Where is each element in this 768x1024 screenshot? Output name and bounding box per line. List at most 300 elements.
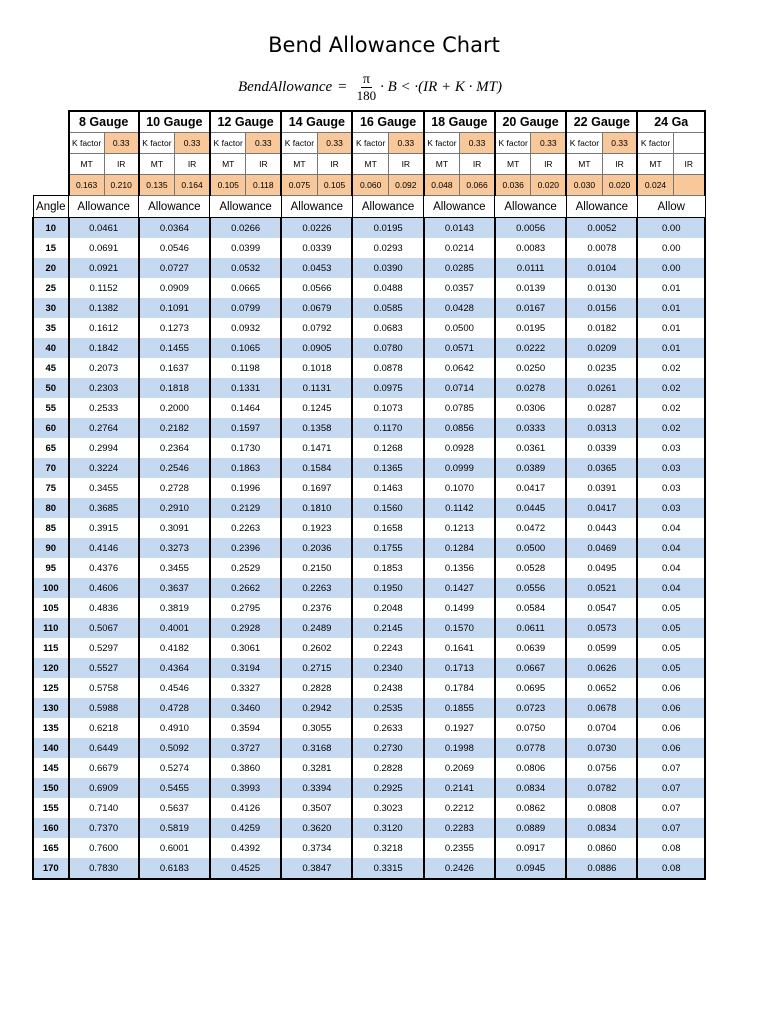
allowance-cell: 0.1927	[424, 718, 495, 738]
allowance-cell: 0.1358	[281, 418, 352, 438]
allowance-cell: 0.02	[637, 398, 705, 418]
allowance-cell: 0.0945	[495, 858, 566, 879]
allowance-cell: 0.2994	[69, 438, 139, 458]
allowance-cell: 0.0195	[352, 218, 423, 239]
allowance-cell: 0.00	[637, 258, 705, 278]
allowance-cell: 0.3860	[210, 758, 281, 778]
table-row	[33, 338, 705, 358]
allowance-cell: 0.0453	[281, 258, 352, 278]
kfactor-value: 0.33	[175, 133, 210, 154]
allowance-cell: 0.7600	[69, 838, 139, 858]
mt-ir-value-row	[33, 175, 705, 196]
allowance-cell: 0.0391	[566, 478, 637, 498]
allowance-cell: 0.4126	[210, 798, 281, 818]
allowance-cell: 0.01	[637, 338, 705, 358]
allowance-cell: 0.2150	[281, 558, 352, 578]
allowance-cell: 0.3455	[69, 478, 139, 498]
mt-value: 0.048	[424, 175, 460, 196]
ir-value: 0.020	[531, 175, 566, 196]
allowance-cell: 0.0999	[424, 458, 495, 478]
column-header-row	[33, 196, 705, 218]
allowance-cell: 0.2602	[281, 638, 352, 658]
allowance-cell: 0.0678	[566, 698, 637, 718]
allowance-cell: 0.2212	[424, 798, 495, 818]
allowance-cell: 0.2533	[69, 398, 139, 418]
allowance-cell: 0.3819	[139, 598, 210, 618]
allowance-cell: 0.04	[637, 558, 705, 578]
allowance-cell: 0.05	[637, 618, 705, 638]
table-row	[33, 838, 705, 858]
allowance-cell: 0.1213	[424, 518, 495, 538]
allowance-cell: 0.4836	[69, 598, 139, 618]
allowance-cell: 0.08	[637, 858, 705, 879]
allowance-cell: 0.4001	[139, 618, 210, 638]
allowance-cell: 0.1755	[352, 538, 423, 558]
ir-label: IR	[104, 154, 139, 175]
allowance-cell: 0.2828	[352, 758, 423, 778]
allowance-cell: 0.0723	[495, 698, 566, 718]
table-row	[33, 758, 705, 778]
corner-spacer	[33, 175, 69, 196]
table-row	[33, 738, 705, 758]
kfactor-value	[673, 133, 705, 154]
table-row	[33, 538, 705, 558]
allowance-cell: 0.04	[637, 578, 705, 598]
formula-equals: =	[338, 78, 347, 95]
allowance-cell: 0.0445	[495, 498, 566, 518]
corner-spacer	[33, 154, 69, 175]
allowance-cell: 0.0472	[495, 518, 566, 538]
allowance-cell: 0.3734	[281, 838, 352, 858]
allowance-cell: 0.06	[637, 678, 705, 698]
allowance-cell: 0.0287	[566, 398, 637, 418]
table-row	[33, 498, 705, 518]
allowance-cell: 0.2036	[281, 538, 352, 558]
allowance-cell: 0.3685	[69, 498, 139, 518]
allowance-cell: 0.01	[637, 298, 705, 318]
angle-cell: 115	[33, 638, 69, 658]
allowance-cell: 0.1356	[424, 558, 495, 578]
allowance-cell: 0.0928	[424, 438, 495, 458]
ir-label: IR	[246, 154, 281, 175]
allowance-cell: 0.4376	[69, 558, 139, 578]
allowance-cell: 0.4606	[69, 578, 139, 598]
allowance-cell: 0.2662	[210, 578, 281, 598]
allowance-cell: 0.0521	[566, 578, 637, 598]
allowance-cell: 0.3091	[139, 518, 210, 538]
allowance-cell: 0.0584	[495, 598, 566, 618]
ir-value: 0.164	[175, 175, 210, 196]
allowance-cell: 0.0052	[566, 218, 637, 239]
allowance-cell: 0.2438	[352, 678, 423, 698]
allowance-cell: 0.1065	[210, 338, 281, 358]
allowance-cell: 0.1784	[424, 678, 495, 698]
angle-cell: 105	[33, 598, 69, 618]
allowance-cell: 0.3273	[139, 538, 210, 558]
allowance-cell: 0.3168	[281, 738, 352, 758]
allowance-cell: 0.1170	[352, 418, 423, 438]
formula-lhs: BendAllowance	[238, 78, 333, 95]
gauge-header-row	[33, 111, 705, 133]
allowance-cell: 0.06	[637, 718, 705, 738]
angle-cell: 110	[33, 618, 69, 638]
allowance-cell: 0.2243	[352, 638, 423, 658]
allowance-cell: 0.2283	[424, 818, 495, 838]
allowance-cell: 0.3507	[281, 798, 352, 818]
mt-label: MT	[566, 154, 602, 175]
allowance-cell: 0.1923	[281, 518, 352, 538]
allowance-cell: 0.2073	[69, 358, 139, 378]
allowance-cell: 0.1570	[424, 618, 495, 638]
allowance-cell: 0.0785	[424, 398, 495, 418]
ir-value: 0.066	[460, 175, 495, 196]
allowance-cell: 0.0209	[566, 338, 637, 358]
formula-denominator: 180	[356, 87, 377, 103]
allowance-cell: 0.1131	[281, 378, 352, 398]
mt-value: 0.060	[352, 175, 388, 196]
allowance-cell: 0.3620	[281, 818, 352, 838]
allowance-cell: 0.0143	[424, 218, 495, 239]
allowance-cell: 0.0695	[495, 678, 566, 698]
allowance-cell: 0.4392	[210, 838, 281, 858]
allowance-cell: 0.1142	[424, 498, 495, 518]
allowance-cell: 0.07	[637, 798, 705, 818]
allowance-cell: 0.03	[637, 478, 705, 498]
table-row	[33, 618, 705, 638]
allowance-cell: 0.0585	[352, 298, 423, 318]
allowance-cell: 0.0417	[495, 478, 566, 498]
ir-value: 0.092	[388, 175, 423, 196]
angle-cell: 45	[33, 358, 69, 378]
kfactor-label: K factor	[352, 133, 388, 154]
mt-label: MT	[281, 154, 317, 175]
table-row	[33, 398, 705, 418]
allowance-cell: 0.0886	[566, 858, 637, 879]
ir-value: 0.210	[104, 175, 139, 196]
angle-cell: 20	[33, 258, 69, 278]
angle-cell: 120	[33, 658, 69, 678]
allowance-cell: 0.0182	[566, 318, 637, 338]
allowance-cell: 0.0909	[139, 278, 210, 298]
allowance-cell: 0.3460	[210, 698, 281, 718]
allowance-cell: 0.3055	[281, 718, 352, 738]
allowance-cell: 0.2263	[210, 518, 281, 538]
allowance-cell: 0.05	[637, 658, 705, 678]
allowance-cell: 0.0862	[495, 798, 566, 818]
kfactor-value: 0.33	[104, 133, 139, 154]
allowance-cell: 0.0679	[281, 298, 352, 318]
allowance-cell: 0.07	[637, 778, 705, 798]
angle-cell: 95	[33, 558, 69, 578]
allowance-cell: 0.0461	[69, 218, 139, 239]
allowance-cell: 0.2910	[139, 498, 210, 518]
allowance-cell: 0.0469	[566, 538, 637, 558]
allowance-cell: 0.0975	[352, 378, 423, 398]
allowance-cell: 0.02	[637, 358, 705, 378]
allowance-cell: 0.1198	[210, 358, 281, 378]
allowance-cell: 0.0278	[495, 378, 566, 398]
allowance-cell: 0.0714	[424, 378, 495, 398]
angle-cell: 50	[33, 378, 69, 398]
angle-cell: 125	[33, 678, 69, 698]
allowance-cell: 0.0104	[566, 258, 637, 278]
ir-label: IR	[175, 154, 210, 175]
gauge-header: 10 Gauge	[139, 111, 210, 133]
allowance-cell: 0.0652	[566, 678, 637, 698]
mt-value: 0.036	[495, 175, 531, 196]
bend-allowance-table	[32, 110, 706, 880]
mt-value: 0.105	[210, 175, 246, 196]
allowance-header: Allowance	[424, 196, 495, 218]
allowance-header: Allowance	[495, 196, 566, 218]
allowance-cell: 0.5067	[69, 618, 139, 638]
allowance-cell: 0.0078	[566, 238, 637, 258]
ir-label: IR	[531, 154, 566, 175]
allowance-cell: 0.2426	[424, 858, 495, 879]
allowance-cell: 0.0500	[495, 538, 566, 558]
angle-cell: 160	[33, 818, 69, 838]
allowance-cell: 0.4728	[139, 698, 210, 718]
allowance-cell: 0.3915	[69, 518, 139, 538]
ir-value: 0.118	[246, 175, 281, 196]
allowance-cell: 0.00	[637, 218, 705, 239]
kfactor-label: K factor	[139, 133, 175, 154]
angle-cell: 15	[33, 238, 69, 258]
allowance-cell: 0.2730	[352, 738, 423, 758]
table-row	[33, 238, 705, 258]
angle-cell: 145	[33, 758, 69, 778]
table-row	[33, 818, 705, 838]
ir-label: IR	[317, 154, 352, 175]
allowance-cell: 0.2141	[424, 778, 495, 798]
angle-cell: 80	[33, 498, 69, 518]
table-row	[33, 578, 705, 598]
mt-label: MT	[424, 154, 460, 175]
allowance-cell: 0.3637	[139, 578, 210, 598]
allowance-cell: 0.2535	[352, 698, 423, 718]
allowance-cell: 0.0834	[566, 818, 637, 838]
mt-label: MT	[637, 154, 673, 175]
allowance-cell: 0.3455	[139, 558, 210, 578]
allowance-cell: 0.4525	[210, 858, 281, 879]
allowance-header: Allow	[637, 196, 705, 218]
allowance-cell: 0.1950	[352, 578, 423, 598]
allowance-cell: 0.0313	[566, 418, 637, 438]
allowance-cell: 0.0917	[495, 838, 566, 858]
ir-label: IR	[460, 154, 495, 175]
allowance-cell: 0.5092	[139, 738, 210, 758]
allowance-cell: 0.0167	[495, 298, 566, 318]
angle-cell: 165	[33, 838, 69, 858]
allowance-cell: 0.7370	[69, 818, 139, 838]
allowance-cell: 0.07	[637, 758, 705, 778]
allowance-cell: 0.4910	[139, 718, 210, 738]
allowance-cell: 0.1818	[139, 378, 210, 398]
allowance-cell: 0.2129	[210, 498, 281, 518]
ir-value: 0.020	[602, 175, 637, 196]
ir-label: IR	[602, 154, 637, 175]
allowance-header: Allowance	[139, 196, 210, 218]
gauge-header: 8 Gauge	[69, 111, 139, 133]
allowance-cell: 0.1612	[69, 318, 139, 338]
table-row	[33, 438, 705, 458]
gauge-header: 24 Ga	[637, 111, 705, 133]
allowance-cell: 0.0285	[424, 258, 495, 278]
ir-value: 0.105	[317, 175, 352, 196]
allowance-cell: 0.0261	[566, 378, 637, 398]
allowance-cell: 0.1560	[352, 498, 423, 518]
allowance-cell: 0.0932	[210, 318, 281, 338]
gauge-header: 20 Gauge	[495, 111, 566, 133]
kfactor-value: 0.33	[602, 133, 637, 154]
table-row	[33, 798, 705, 818]
allowance-cell: 0.7140	[69, 798, 139, 818]
allowance-cell: 0.3993	[210, 778, 281, 798]
table-row	[33, 718, 705, 738]
allowance-cell: 0.2489	[281, 618, 352, 638]
allowance-cell: 0.0750	[495, 718, 566, 738]
allowance-cell: 0.0566	[281, 278, 352, 298]
allowance-cell: 0.4364	[139, 658, 210, 678]
allowance-cell: 0.1730	[210, 438, 281, 458]
kfactor-label: K factor	[281, 133, 317, 154]
allowance-cell: 0.0808	[566, 798, 637, 818]
allowance-cell: 0.0339	[566, 438, 637, 458]
allowance-header: Allowance	[352, 196, 423, 218]
table-row	[33, 638, 705, 658]
allowance-cell: 0.0500	[424, 318, 495, 338]
allowance-cell: 0.0599	[566, 638, 637, 658]
allowance-cell: 0.0226	[281, 218, 352, 239]
allowance-cell: 0.1713	[424, 658, 495, 678]
kfactor-row	[33, 133, 705, 154]
allowance-cell: 0.3594	[210, 718, 281, 738]
allowance-cell: 0.02	[637, 418, 705, 438]
angle-cell: 40	[33, 338, 69, 358]
allowance-cell: 0.2715	[281, 658, 352, 678]
allowance-header: Allowance	[281, 196, 352, 218]
allowance-cell: 0.0778	[495, 738, 566, 758]
allowance-cell: 0.5988	[69, 698, 139, 718]
allowance-cell: 0.0266	[210, 218, 281, 239]
allowance-cell: 0.1597	[210, 418, 281, 438]
allowance-cell: 0.5455	[139, 778, 210, 798]
allowance-cell: 0.1273	[139, 318, 210, 338]
allowance-cell: 0.2069	[424, 758, 495, 778]
angle-cell: 60	[33, 418, 69, 438]
table-row	[33, 218, 705, 239]
allowance-cell: 0.4259	[210, 818, 281, 838]
allowance-cell: 0.0130	[566, 278, 637, 298]
allowance-cell: 0.1842	[69, 338, 139, 358]
ir-value	[673, 175, 705, 196]
allowance-cell: 0.0365	[566, 458, 637, 478]
table-row	[33, 778, 705, 798]
allowance-cell: 0.1853	[352, 558, 423, 578]
allowance-cell: 0.03	[637, 458, 705, 478]
allowance-cell: 0.0195	[495, 318, 566, 338]
allowance-cell: 0.6679	[69, 758, 139, 778]
allowance-cell: 0.2546	[139, 458, 210, 478]
allowance-cell: 0.0683	[352, 318, 423, 338]
allowance-cell: 0.08	[637, 838, 705, 858]
kfactor-label: K factor	[566, 133, 602, 154]
angle-cell: 100	[33, 578, 69, 598]
allowance-cell: 0.1245	[281, 398, 352, 418]
angle-cell: 75	[33, 478, 69, 498]
allowance-cell: 0.0667	[495, 658, 566, 678]
allowance-cell: 0.0546	[139, 238, 210, 258]
allowance-cell: 0.0390	[352, 258, 423, 278]
allowance-cell: 0.01	[637, 318, 705, 338]
allowance-cell: 0.1073	[352, 398, 423, 418]
mt-value: 0.163	[69, 175, 105, 196]
allowance-cell: 0.03	[637, 498, 705, 518]
allowance-cell: 0.5527	[69, 658, 139, 678]
allowance-cell: 0.0573	[566, 618, 637, 638]
allowance-cell: 0.0856	[424, 418, 495, 438]
angle-cell: 55	[33, 398, 69, 418]
angle-cell: 140	[33, 738, 69, 758]
allowance-cell: 0.0799	[210, 298, 281, 318]
allowance-cell: 0.0488	[352, 278, 423, 298]
allowance-cell: 0.0361	[495, 438, 566, 458]
angle-cell: 10	[33, 218, 69, 239]
allowance-cell: 0.2364	[139, 438, 210, 458]
allowance-cell: 0.0428	[424, 298, 495, 318]
allowance-cell: 0.0878	[352, 358, 423, 378]
allowance-cell: 0.1365	[352, 458, 423, 478]
allowance-cell: 0.1863	[210, 458, 281, 478]
allowance-cell: 0.4182	[139, 638, 210, 658]
allowance-cell: 0.1331	[210, 378, 281, 398]
allowance-cell: 0.0889	[495, 818, 566, 838]
gauge-header: 12 Gauge	[210, 111, 281, 133]
allowance-cell: 0.0389	[495, 458, 566, 478]
allowance-cell: 0.3120	[352, 818, 423, 838]
allowance-cell: 0.2145	[352, 618, 423, 638]
allowance-cell: 0.0691	[69, 238, 139, 258]
allowance-cell: 0.0727	[139, 258, 210, 278]
allowance-cell: 0.0611	[495, 618, 566, 638]
allowance-cell: 0.0306	[495, 398, 566, 418]
allowance-cell: 0.1464	[210, 398, 281, 418]
table-row	[33, 378, 705, 398]
allowance-cell: 0.6218	[69, 718, 139, 738]
allowance-cell: 0.0399	[210, 238, 281, 258]
allowance-cell: 0.0665	[210, 278, 281, 298]
allowance-cell: 0.1584	[281, 458, 352, 478]
kfactor-label: K factor	[69, 133, 105, 154]
allowance-cell: 0.2263	[281, 578, 352, 598]
angle-cell: 150	[33, 778, 69, 798]
allowance-cell: 0.0782	[566, 778, 637, 798]
allowance-cell: 0.6001	[139, 838, 210, 858]
allowance-header: Allowance	[210, 196, 281, 218]
mt-ir-header-row	[33, 154, 705, 175]
allowance-cell: 0.0495	[566, 558, 637, 578]
angle-cell: 65	[33, 438, 69, 458]
allowance-cell: 0.0834	[495, 778, 566, 798]
kfactor-label: K factor	[637, 133, 673, 154]
allowance-cell: 0.1658	[352, 518, 423, 538]
page-title: Bend Allowance Chart	[268, 33, 500, 57]
allowance-cell: 0.01	[637, 278, 705, 298]
allowance-cell: 0.05	[637, 598, 705, 618]
allowance-cell: 0.0139	[495, 278, 566, 298]
allowance-cell: 0.1471	[281, 438, 352, 458]
formula-rest: · B < ·(IR + K · MT)	[380, 78, 503, 95]
